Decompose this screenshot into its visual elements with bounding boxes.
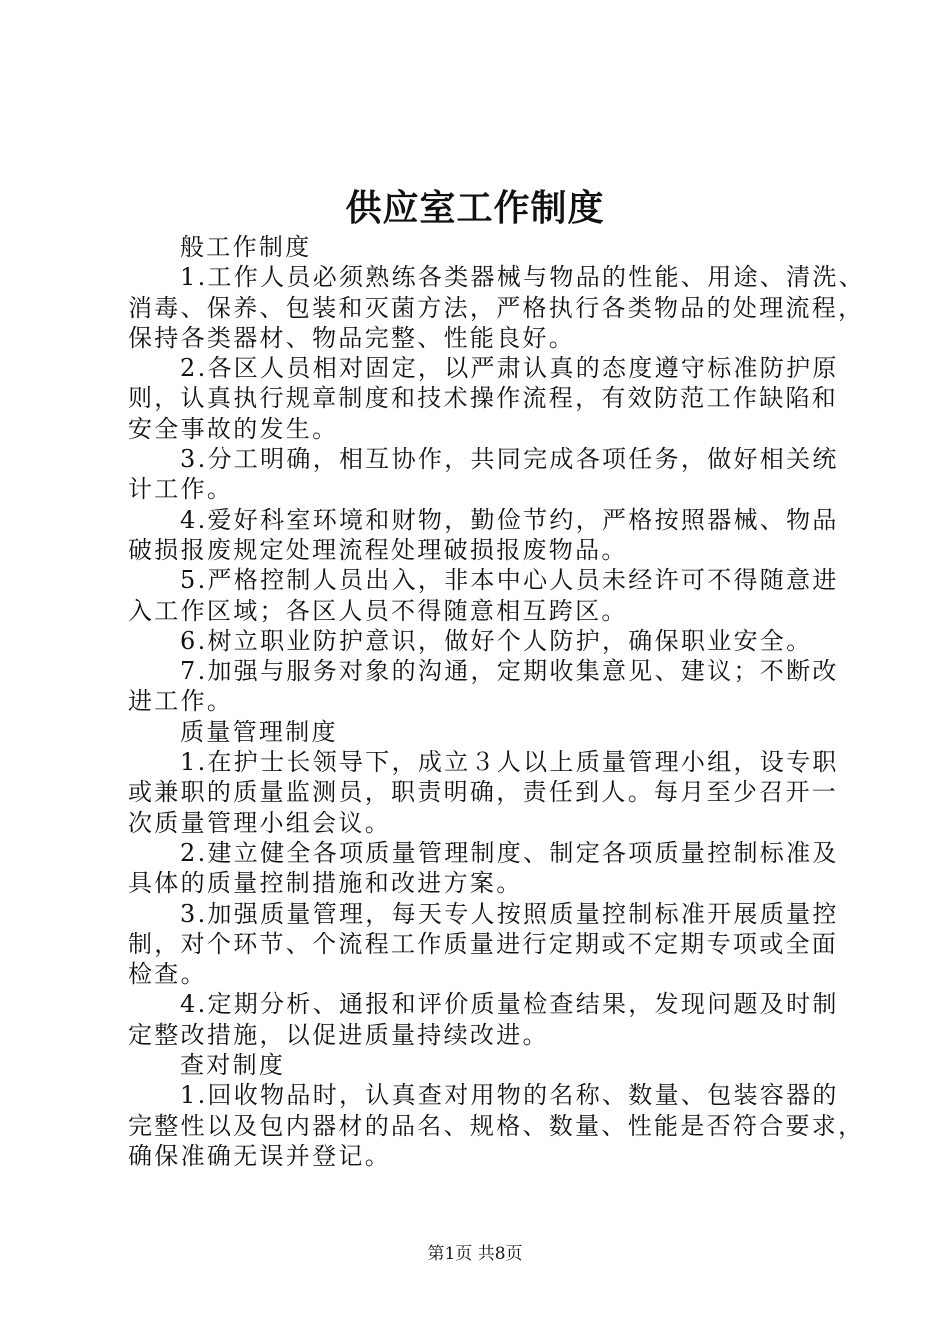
text-line: 2.建立健全各项质量管理制度、制定各项质量控制标准及 [180, 838, 839, 867]
text-line: 进工作。 [128, 687, 234, 716]
text-line: 4.定期分析、通报和评价质量检查结果，发现问题及时制 [180, 990, 839, 1019]
text-line: 3.分工明确，相互协作，共同完成各项任务，做好相关统 [180, 445, 839, 474]
text-line: 计工作。 [128, 475, 234, 504]
document-title: 供应室工作制度 [345, 187, 605, 229]
text-line: 3.加强质量管理，每天专人按照质量控制标准开展质量控 [180, 899, 839, 928]
text-line: 定整改措施，以促进质量持续改进。 [128, 1020, 549, 1049]
text-line: 质量管理制度 [180, 717, 338, 746]
text-line: 完整性以及包内器材的品名、规格、数量、性能是否符合要求， [128, 1111, 865, 1140]
text-line: 1.回收物品时，认真查对用物的名称、数量、包装容器的 [180, 1081, 839, 1110]
text-line: 或兼职的质量监测员，职责明确，责任到人。每月至少召开一 [128, 778, 839, 807]
text-line: 破损报废规定处理流程处理破损报废物品。 [128, 535, 628, 564]
text-line: 保持各类器材、物品完整、性能良好。 [128, 323, 576, 352]
page-footer: 第1页 共8页 [427, 1244, 523, 1264]
text-line: 次质量管理小组会议。 [128, 808, 391, 837]
text-line: 4.爱好科室环境和财物，勤俭节约，严格按照器械、物品 [180, 505, 839, 534]
document-body [128, 232, 865, 1171]
text-line: 则，认真执行规章制度和技术操作流程，有效防范工作缺陷和 [128, 384, 839, 413]
text-line: 查对制度 [180, 1051, 286, 1080]
text-line: 2.各区人员相对固定，以严肃认真的态度遵守标准防护原 [180, 354, 839, 383]
text-line: 制，对个环节、个流程工作质量进行定期或不定期专项或全面 [128, 929, 839, 958]
text-line: 确保准确无误并登记。 [128, 1141, 391, 1170]
text-line: 般工作制度 [180, 233, 312, 261]
text-line: 5.严格控制人员出入，非本中心人员未经许可不得随意进 [180, 566, 839, 595]
text-line: 7.加强与服务对象的沟通，定期收集意见、建议；不断改 [180, 657, 839, 686]
text-line: 1.在护士长领导下，成立３人以上质量管理小组，设专职 [180, 748, 839, 777]
text-line: 6.树立职业防护意识，做好个人防护，确保职业安全。 [180, 626, 813, 655]
text-line: 1.工作人员必须熟练各类器械与物品的性能、用途、清洗、 [180, 263, 865, 292]
text-line: 消毒、保养、包装和灭菌方法，严格执行各类物品的处理流程， [128, 293, 865, 322]
text-line: 安全事故的发生。 [128, 414, 339, 443]
text-line: 具体的质量控制措施和改进方案。 [128, 869, 523, 898]
text-line: 入工作区域；各区人员不得随意相互跨区。 [128, 596, 628, 625]
text-line: 检查。 [128, 960, 207, 989]
